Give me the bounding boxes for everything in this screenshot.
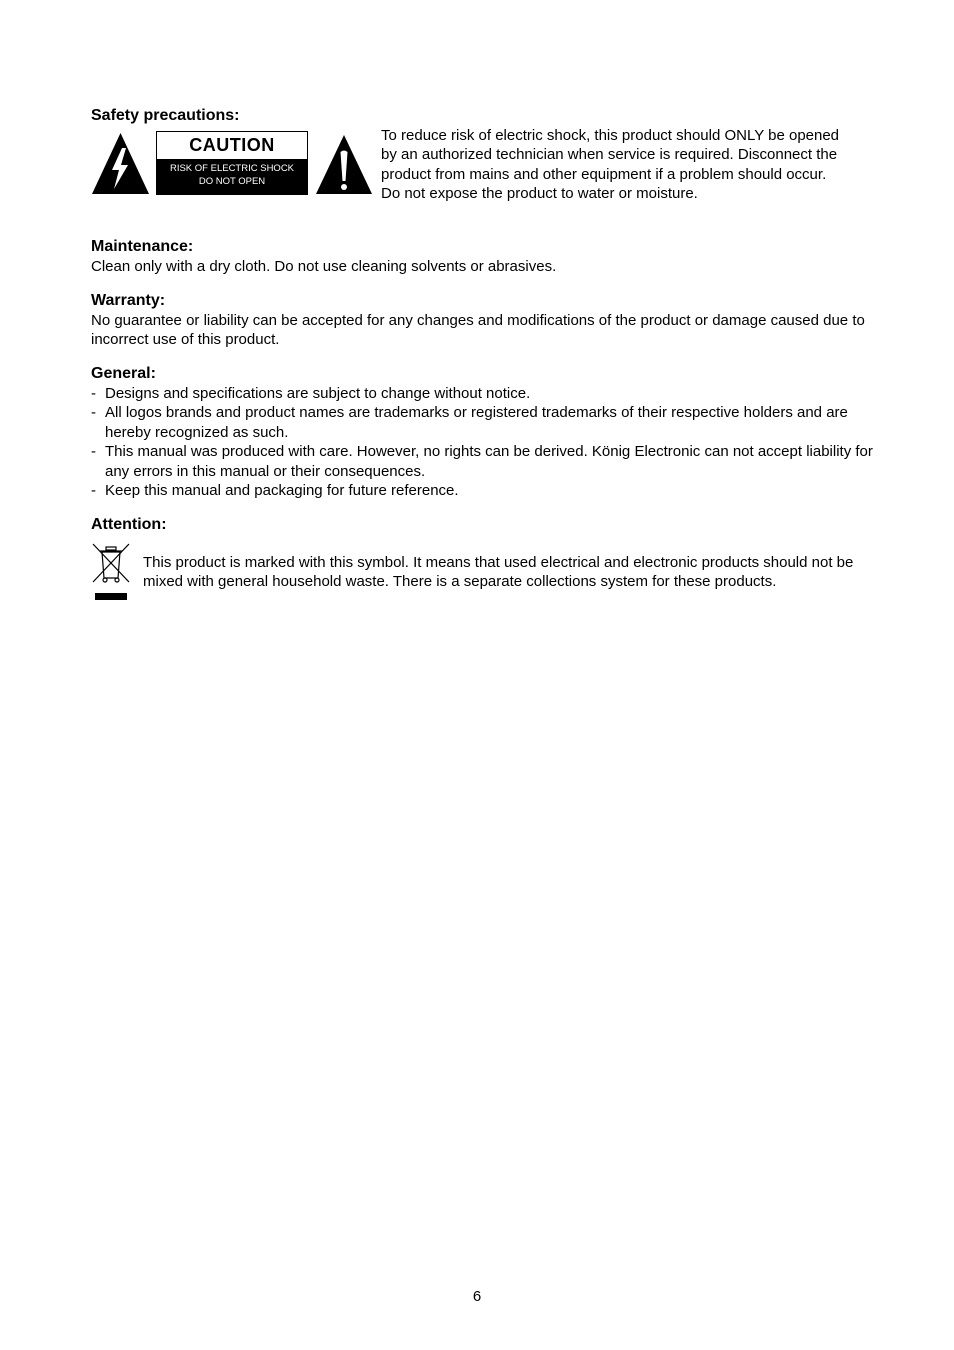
caution-line-2: DO NOT OPEN [198, 175, 266, 187]
list-item-text: All logos brands and product names are trademarks or registered trademarks of their respective holders and are hereby recognized as such. [105, 404, 848, 441]
list-item [91, 403, 881, 442]
exclamation-triangle-icon [315, 134, 373, 195]
general-list [91, 384, 881, 500]
warranty-text: No guarantee or liability can be accepted for any changes and modifications of the product or damage caused due to incorrect use of this product. [91, 312, 865, 349]
maintenance-heading: Maintenance: [91, 238, 194, 255]
caution-line-1: RISK OF ELECTRIC SHOCK [169, 163, 295, 174]
list-item [91, 442, 881, 481]
attention-heading: Attention: [91, 516, 167, 533]
caution-subtitle [157, 163, 307, 188]
bullet-marker: - [91, 482, 96, 500]
list-item-text: This manual was produced with care. However, no rights can be derived. König Electronic can not accept liability for any errors in this manual or their consequences. [105, 443, 873, 480]
bullet-marker: - [91, 385, 96, 402]
safety-heading: Safety precautions: [91, 107, 240, 124]
page-number: 6 [472, 1288, 482, 1305]
attention-text: This product is marked with this symbol. It means that used electrical and electronic products should not be mixed with general household waste. There is a separate collections system for these products. [143, 554, 854, 591]
maintenance-text: Clean only with a dry cloth. Do not use cleaning solvents or abrasives. [91, 258, 557, 275]
list-item-text: Keep this manual and packaging for future reference. [105, 482, 459, 500]
bullet-marker: - [91, 443, 96, 461]
safety-text: To reduce risk of electric shock, this product should ONLY be opened by an authorized technician when service is required. Disconnect the product from mains and other equipment if a problem should occur. Do not expose the product to water or moisture. [381, 127, 840, 203]
caution-label [156, 131, 308, 195]
list-item-text: Designs and specifications are subject to change without notice. [105, 385, 531, 402]
crossed-out-wheelie-bin-icon [91, 542, 131, 601]
general-heading: General: [91, 365, 156, 382]
warranty-heading: Warranty: [91, 292, 166, 309]
bullet-marker: - [91, 404, 96, 422]
caution-title: CAUTION [157, 132, 307, 159]
list-item [91, 481, 881, 500]
list-item [91, 384, 881, 403]
lightning-triangle-icon [91, 132, 150, 195]
